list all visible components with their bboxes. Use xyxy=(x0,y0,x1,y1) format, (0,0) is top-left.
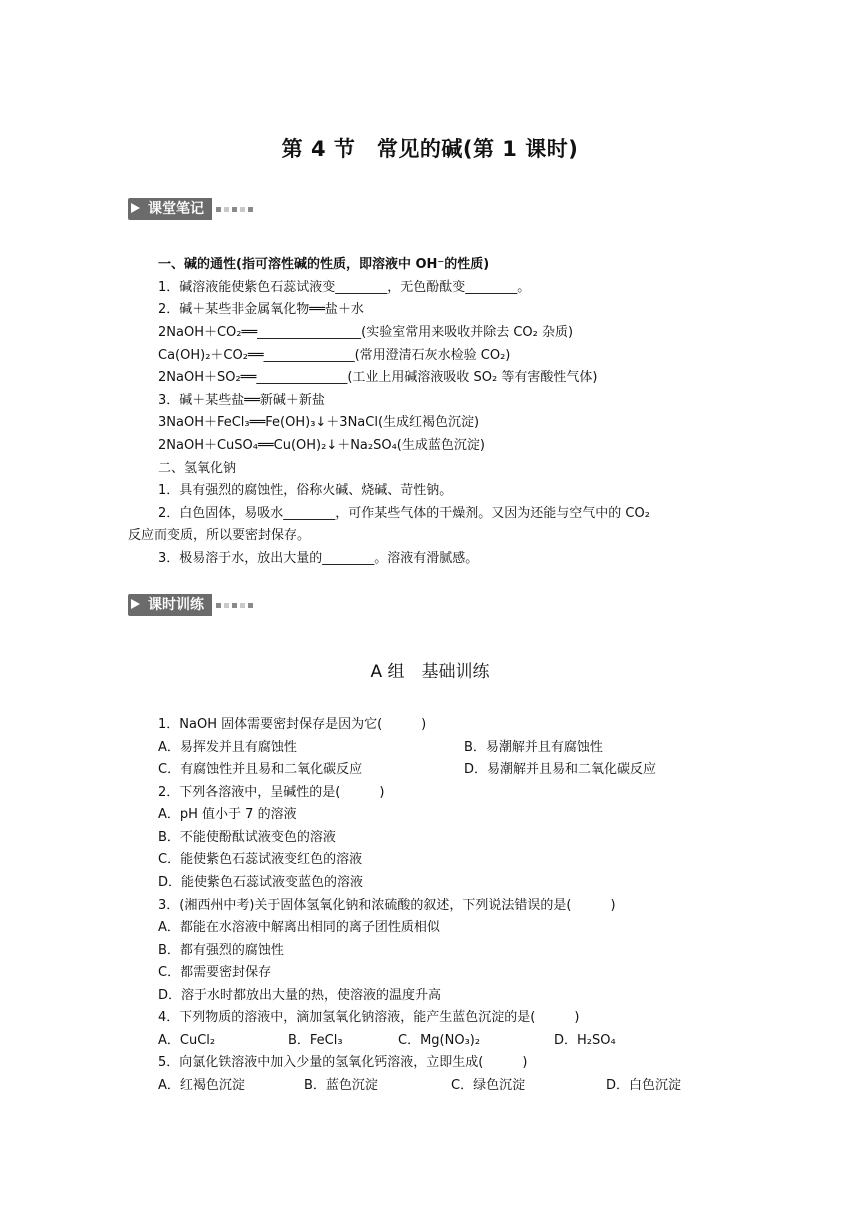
notes-line: 3．碱＋某些盐══新碱＋新盐 xyxy=(158,393,325,408)
option-A: A．红褐色沉淀 xyxy=(158,1078,245,1093)
option-D: D．H₂SO₄ xyxy=(554,1033,616,1048)
arrow-icon xyxy=(131,599,140,609)
option-A: A．易挥发并且有腐蚀性 xyxy=(158,740,297,755)
option-D: D．能使紫色石蕊试液变蓝色的溶液 xyxy=(158,875,364,890)
group-title: A 组 基础训练 xyxy=(370,662,490,682)
option-D: D．易潮解并且易和二氧化碳反应 xyxy=(464,762,657,777)
equation: 3NaOH＋FeCl₃══Fe(OH)₃↓＋3NaCl(生成红褐色沉淀) xyxy=(158,415,480,430)
question-4: 4．下列物质的溶液中，滴加氢氧化钠溶液，能产生蓝色沉淀的是( ) xyxy=(158,1010,580,1025)
notes-line: 2．白色固体，易吸水________，可作某些气体的干燥剂。又因为还能与空气中的 CO₂ xyxy=(158,506,650,521)
option-D: D．溶于水时都放出大量的热，使溶液的温度升高 xyxy=(158,988,442,1003)
dots-decoration xyxy=(216,603,253,608)
option-C: C．有腐蚀性并且易和二氧化碳反应 xyxy=(158,762,363,777)
option-C: C．能使紫色石蕊试液变红色的溶液 xyxy=(158,852,363,867)
notes-line: 2．碱＋某些非金属氧化物══盐＋水 xyxy=(158,302,364,317)
dots-decoration xyxy=(216,207,253,212)
section-banner-training xyxy=(128,594,253,616)
option-D: D．白色沉淀 xyxy=(606,1078,682,1093)
option-A: A．pH 值小于 7 的溶液 xyxy=(158,807,297,822)
question-1: 1．NaOH 固体需要密封保存是因为它( ) xyxy=(158,717,427,732)
equation: 2NaOH＋CuSO₄══Cu(OH)₂↓＋Na₂SO₄(生成蓝色沉淀) xyxy=(158,438,485,453)
page-title: 第 4 节 常见的碱(第 1 课时) xyxy=(281,137,579,161)
notes-line: 反应而变质，所以要密封保存。 xyxy=(128,528,311,543)
option-A: A．CuCl₂ xyxy=(158,1033,216,1048)
arrow-icon xyxy=(131,203,140,213)
question-3: 3．(湘西州中考)关于固体氢氧化钠和浓硫酸的叙述，下列说法错误的是( ) xyxy=(158,898,616,913)
equation: 2NaOH＋CO₂══________________(实验室常用来吸收并除去 CO₂ 杂质) xyxy=(158,325,574,340)
notes-line: 3．极易溶于水，放出大量的________。溶液有滑腻感。 xyxy=(158,551,479,566)
notes-line: 1．具有强烈的腐蚀性，俗称火碱、烧碱、苛性钠。 xyxy=(158,483,453,498)
option-C: C．Mg(NO₃)₂ xyxy=(398,1033,481,1048)
option-B: B．FeCl₃ xyxy=(288,1033,343,1048)
option-B: B．都有强烈的腐蚀性 xyxy=(158,943,284,958)
question-2: 2．下列各溶液中，呈碱性的是( ) xyxy=(158,785,385,800)
option-B: B．蓝色沉淀 xyxy=(304,1078,378,1093)
question-5: 5．向氯化铁溶液中加入少量的氢氧化钙溶液，立即生成( ) xyxy=(158,1055,528,1070)
option-B: B．易潮解并且有腐蚀性 xyxy=(464,740,603,755)
option-A: A．都能在水溶液中解离出相同的离子团性质相似 xyxy=(158,920,440,935)
equation: Ca(OH)₂＋CO₂══______________(常用澄清石灰水检验 CO₂) xyxy=(158,348,511,363)
banner-label: 课时训练 xyxy=(148,597,204,613)
equation: 2NaOH＋SO₂══______________(工业上用碱溶液吸收 SO₂ 等有害酸性气体) xyxy=(158,370,598,385)
option-B: B．不能使酚酞试液变色的溶液 xyxy=(158,830,336,845)
section-banner-notes xyxy=(128,198,253,220)
notes-heading-1: 一、碱的通性(指可溶性碱的性质，即溶液中 OH⁻的性质) xyxy=(158,257,490,272)
option-C: C．都需要密封保存 xyxy=(158,965,272,980)
option-C: C．绿色沉淀 xyxy=(451,1078,526,1093)
notes-line: 1．碱溶液能使紫色石蕊试液变________，无色酚酞变________。 xyxy=(158,280,531,295)
banner-label: 课堂笔记 xyxy=(148,201,204,217)
notes-heading-2: 二、氢氧化钠 xyxy=(158,461,237,476)
